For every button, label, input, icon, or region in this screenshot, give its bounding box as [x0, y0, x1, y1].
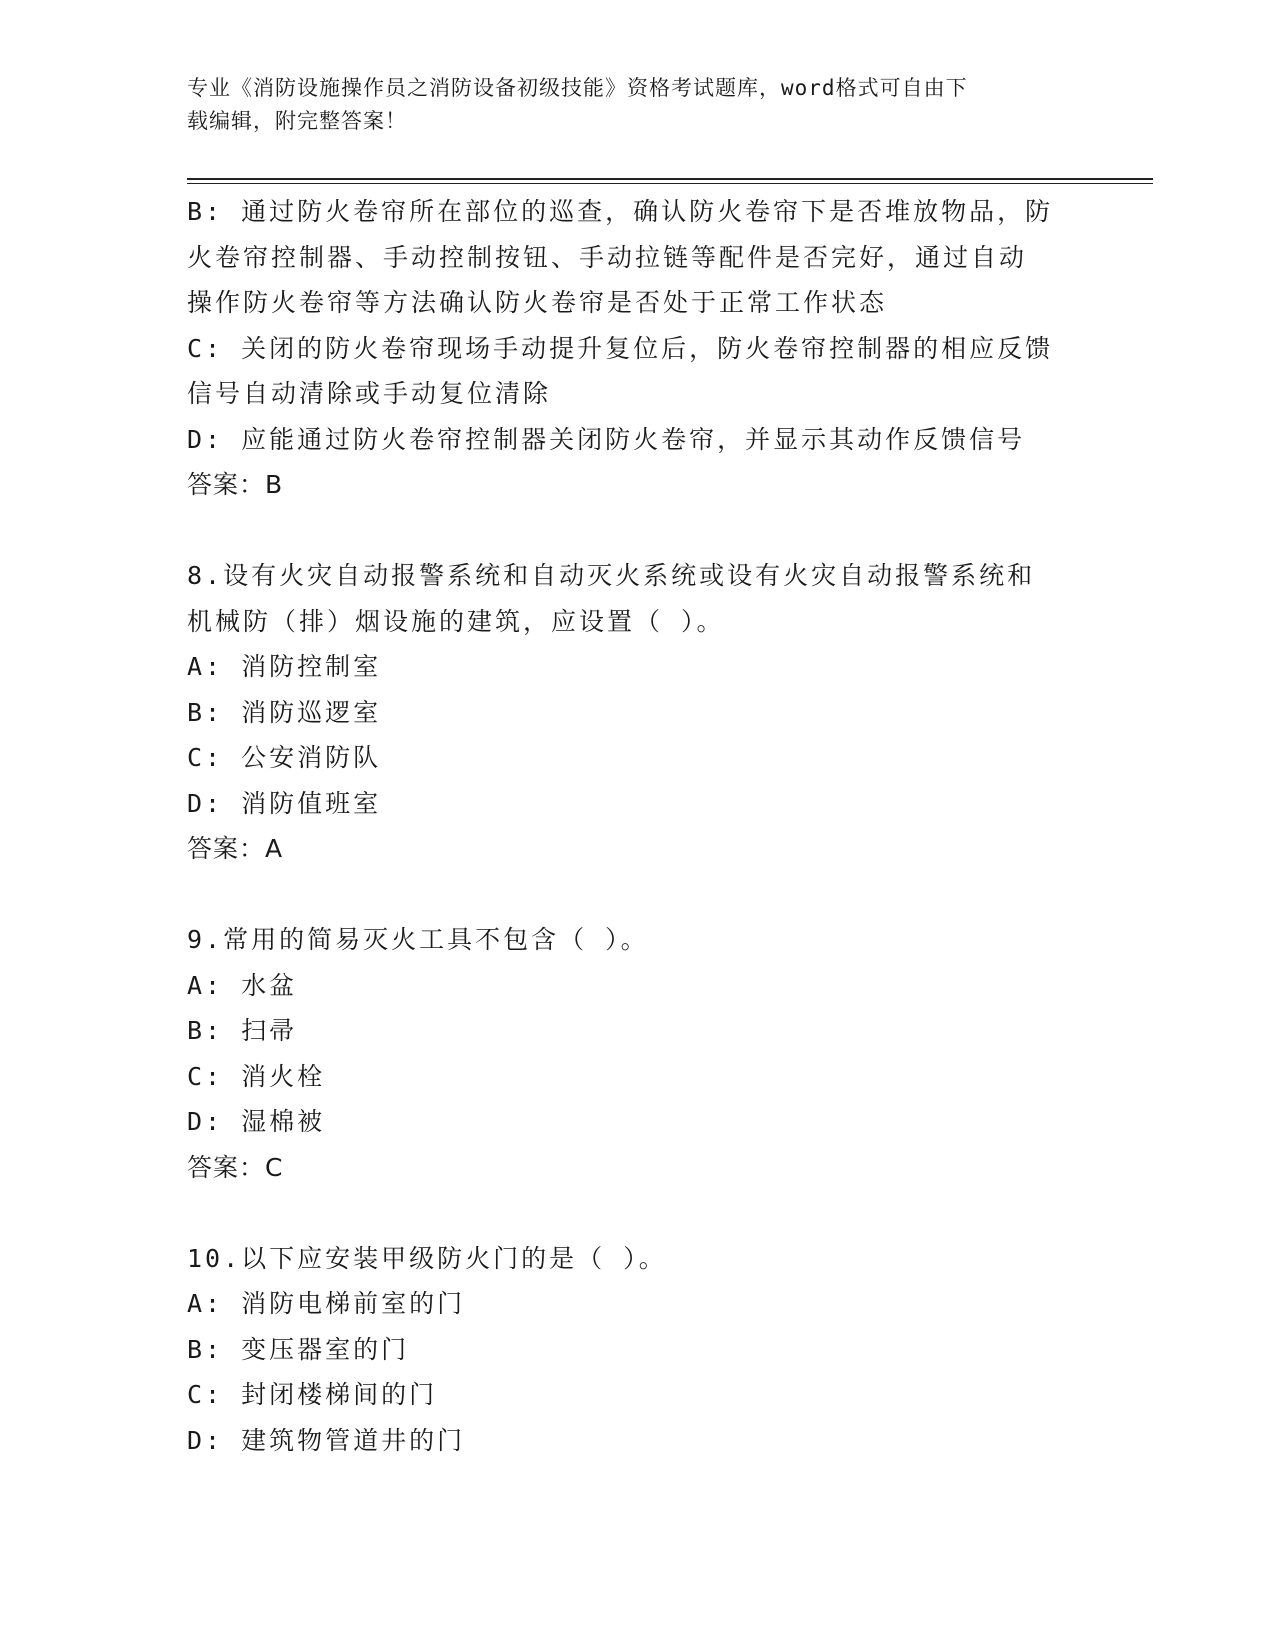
option-a: A: 消防控制室 — [187, 652, 382, 681]
question-stem: 10.以下应安装甲级防火门的是（ ）。 — [187, 1243, 667, 1273]
answer-line: 答案：C — [187, 1152, 284, 1182]
answer-line: 答案：A — [187, 834, 284, 863]
question-7-tail — [187, 189, 1087, 508]
question-stem: 机械防（排）烟设施的建筑，应设置（ ）。 — [187, 606, 725, 636]
option-c: C: 消火栓 — [187, 1061, 326, 1091]
question-8 — [187, 553, 1087, 872]
option-c: C: 公安消防队 — [187, 743, 382, 772]
option-c-line: 信号自动清除或手动复位清除 — [187, 379, 552, 408]
option-b-line: 火卷帘控制器、手动控制按钮、手动拉链等配件是否完好，通过自动 — [187, 242, 1028, 272]
option-b: B: 扫帚 — [187, 1016, 298, 1045]
question-spacer — [187, 508, 1087, 554]
question-stem: 9.常用的简易灭火工具不包含（ ）。 — [187, 925, 649, 954]
header-line-1: 专业《消防设施操作员之消防设备初级技能》资格考试题库，word格式可自由下 — [187, 76, 968, 100]
option-d: D: 消防值班室 — [187, 788, 382, 818]
header-line-2: 载编辑，附完整答案！ — [187, 109, 407, 133]
question-stem: 8.设有火灾自动报警系统和自动灭火系统或设有火灾自动报警系统和 — [187, 561, 1036, 590]
option-c-line: C: 关闭的防火卷帘现场手动提升复位后，防火卷帘控制器的相应反馈 — [187, 333, 1054, 363]
option-c: C: 封闭楼梯间的门 — [187, 1380, 438, 1409]
option-d: D: 湿棉被 — [187, 1107, 326, 1136]
option-a: A: 水盆 — [187, 970, 298, 1000]
question-spacer — [187, 1190, 1087, 1236]
option-b: B: 消防巡逻室 — [187, 697, 382, 727]
question-9 — [187, 917, 1087, 1190]
header-divider-thin — [187, 183, 1153, 184]
answer-line: 答案：B — [187, 470, 284, 499]
question-spacer — [187, 872, 1087, 918]
page-header — [187, 72, 1087, 138]
option-a: A: 消防电梯前室的门 — [187, 1289, 466, 1318]
option-d: D: 建筑物管道井的门 — [187, 1425, 466, 1455]
option-b-line: B: 通过防火卷帘所在部位的巡查，确认防火卷帘下是否堆放物品，防 — [187, 197, 1054, 226]
option-b: B: 变压器室的门 — [187, 1334, 410, 1364]
header-divider-thick — [187, 178, 1153, 180]
question-content — [187, 189, 1087, 1463]
option-b-line: 操作防火卷帘等方法确认防火卷帘是否处于正常工作状态 — [187, 288, 888, 317]
option-d-line: D: 应能通过防火卷帘控制器关闭防火卷帘，并显示其动作反馈信号 — [187, 424, 1026, 454]
question-10 — [187, 1236, 1087, 1464]
